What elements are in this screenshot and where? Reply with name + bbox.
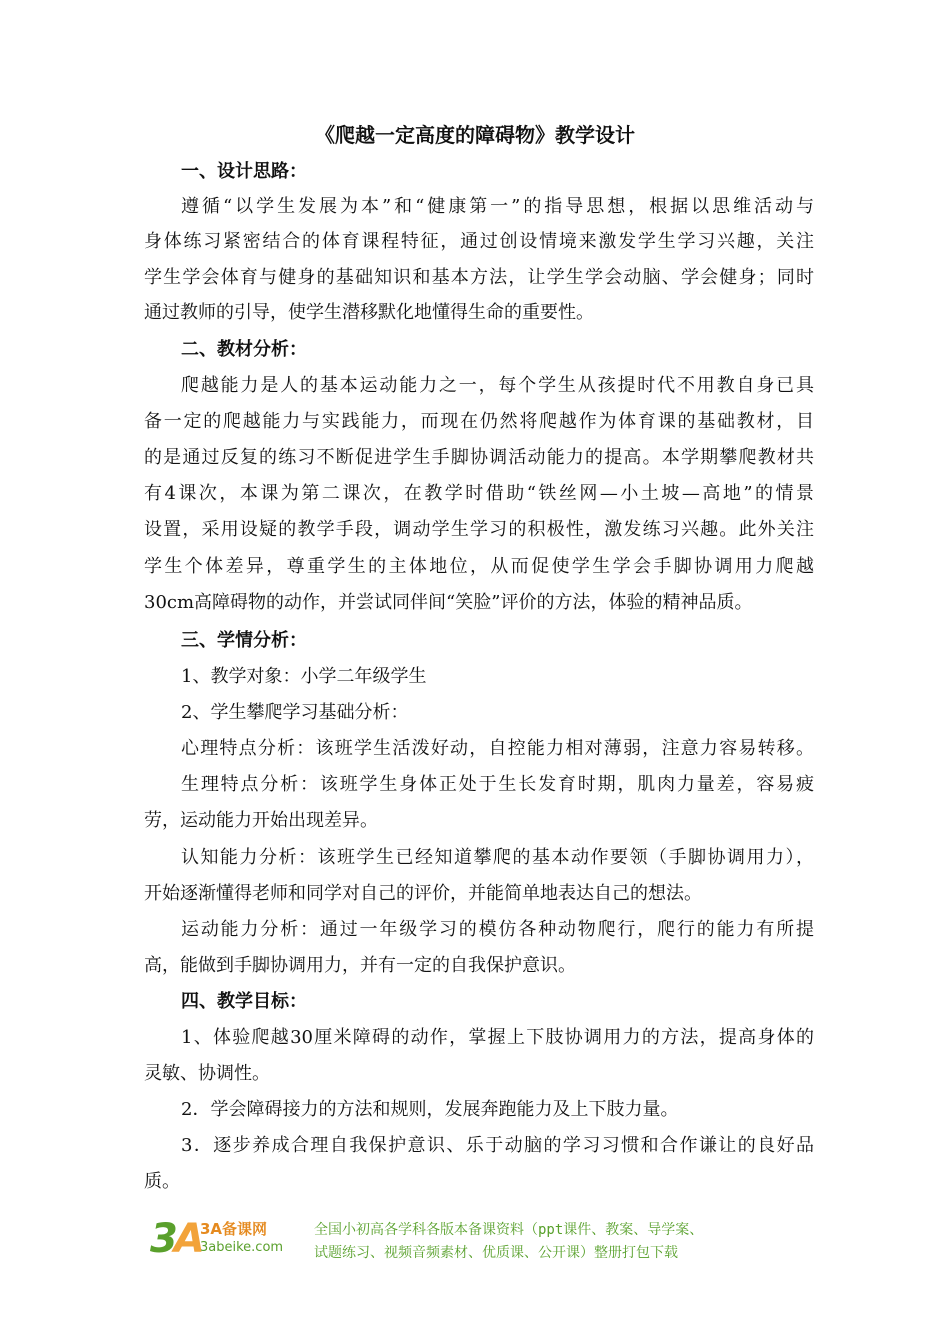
site-name: 3A备课网	[200, 1220, 268, 1238]
logo-mark-digit: 3	[150, 1216, 174, 1262]
paragraph-line: 通过教师的引导，使学生潜移默化地懂得生命的重要性。	[144, 302, 594, 323]
paragraph-line: 身体练习紧密结合的体育课程特征，通过创设情境来激发学生学习兴趣，关注	[144, 231, 814, 252]
paragraph-line: 30cm高障碍物的动作，并尝试同伴间“笑脸”评价的方法，体验的精神品质。	[144, 592, 753, 613]
paragraph-line: 爬越能力是人的基本运动能力之一，每个学生从孩提时代不用教自身已具	[181, 375, 814, 396]
paragraph-line: 高，能做到手脚协调用力，并有一定的自我保护意识。	[144, 955, 576, 976]
document-title: 《爬越一定高度的障碍物》教学设计	[315, 123, 635, 147]
paragraph-line: 1、教学对象：小学二年级学生	[181, 666, 427, 687]
paragraph-line: 劳，运动能力开始出现差异。	[144, 810, 378, 831]
paragraph-line: 设置，采用设疑的教学手段，调动学生学习的积极性，激发练习兴趣。此外关注	[144, 519, 814, 540]
paragraph-line: 学生学会体育与健身的基础知识和基本方法，让学生学会动脑、学会健身；同时	[144, 267, 814, 288]
paragraph-line: 运动能力分析：通过一年级学习的模仿各种动物爬行，爬行的能力有所提	[181, 919, 814, 940]
site-logo-icon	[150, 1216, 201, 1262]
paragraph-line: 1、体验爬越30厘米障碍的动作，掌握上下肢协调用力的方法，提高身体的	[181, 1027, 814, 1048]
ad-text-line: 全国小初高各学科各版本备课资料（ppt课件、教案、导学案、	[314, 1222, 704, 1238]
paragraph-line: 心理特点分析：该班学生活泼好动，自控能力相对薄弱，注意力容易转移。	[181, 738, 814, 759]
paragraph-line: 灵敏、协调性。	[144, 1063, 270, 1084]
section-heading: 二、教材分析：	[181, 339, 307, 360]
paragraph-line: 2．学会障碍接力的方法和规则，发展奔跑能力及上下肢力量。	[181, 1099, 679, 1120]
paragraph-line: 2、学生攀爬学习基础分析：	[181, 702, 409, 723]
paragraph-line: 质。	[144, 1171, 180, 1192]
section-heading: 四、教学目标：	[181, 991, 307, 1012]
paragraph-line: 学生个体差异，尊重学生的主体地位，从而促使学生学会手脚协调用力爬越	[144, 556, 814, 577]
footer-banner[interactable]	[150, 1216, 810, 1268]
paragraph-line: 遵循“以学生发展为本”和“健康第一”的指导思想，根据以思维活动与	[181, 196, 814, 217]
section-heading: 三、学情分析：	[181, 630, 307, 651]
site-url[interactable]: 3abeike.com	[200, 1240, 284, 1255]
ad-text-line: 试题练习、视频音频素材、优质课、公开课）整册打包下载	[314, 1245, 678, 1261]
paragraph-line: 的是通过反复的练习不断促进学生手脚协调活动能力的提高。本学期攀爬教材共	[144, 447, 814, 468]
paragraph-line: 认知能力分析：该班学生已经知道攀爬的基本动作要领（手脚协调用力），	[181, 847, 814, 868]
paragraph-line: 生理特点分析：该班学生身体正处于生长发育时期，肌肉力量差，容易疲	[181, 774, 814, 795]
logo-mark-letter: A	[173, 1216, 201, 1262]
paragraph-line: 开始逐渐懂得老师和同学对自己的评价，并能简单地表达自己的想法。	[144, 883, 702, 904]
paragraph-line: 备一定的爬越能力与实践能力，而现在仍然将爬越作为体育课的基础教材，目	[144, 411, 814, 432]
section-heading: 一、设计思路：	[181, 161, 307, 182]
paragraph-line: 3．逐步养成合理自我保护意识、乐于动脑的学习习惯和合作谦让的良好品	[181, 1135, 814, 1156]
paragraph-line: 有4课次，本课为第二课次，在教学时借助“铁丝网—小土坡—高地”的情景	[144, 483, 814, 504]
